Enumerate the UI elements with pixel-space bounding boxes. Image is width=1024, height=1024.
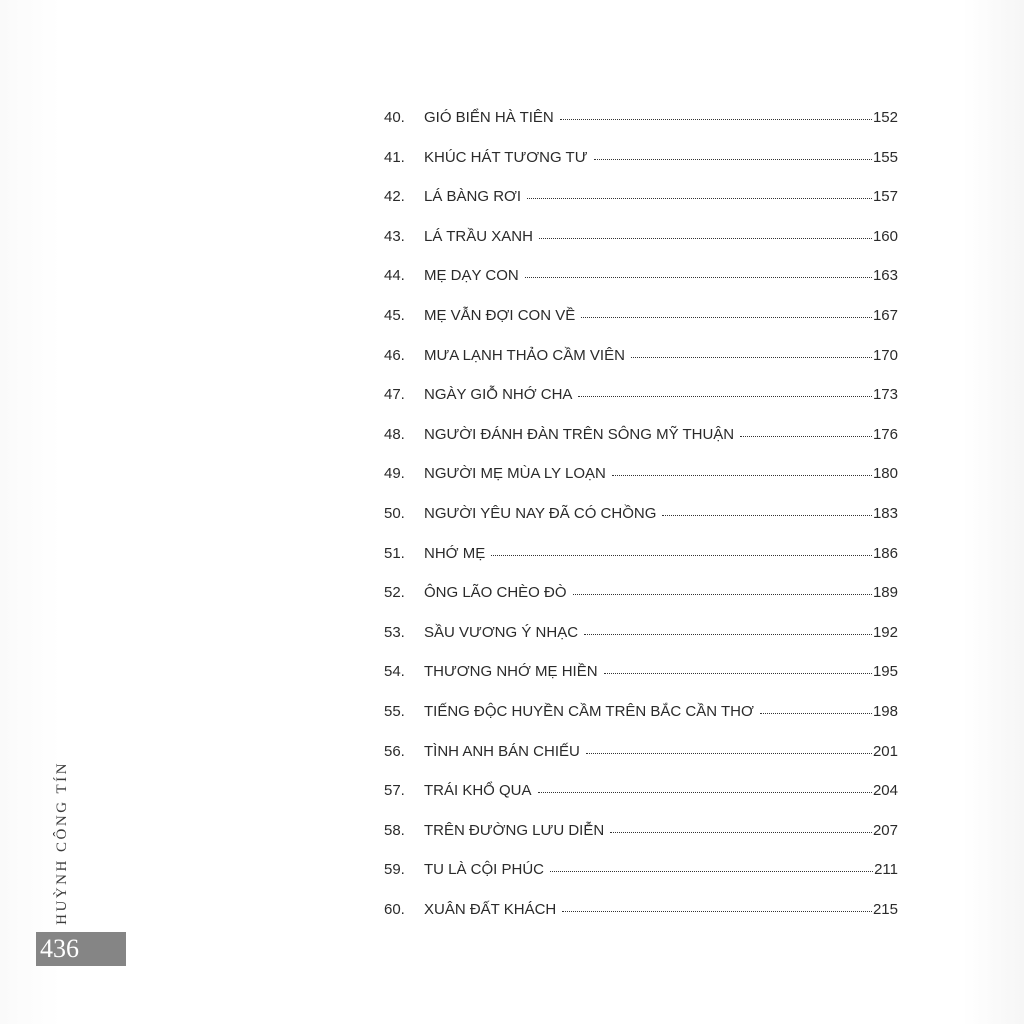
entry-title: THƯƠNG NHỚ MẸ HIỀN: [424, 663, 598, 681]
entry-page-number: 167: [872, 306, 898, 324]
entry-title: MƯA LẠNH THẢO CẦM VIÊN: [424, 346, 625, 364]
entry-number: 41.: [384, 148, 405, 166]
entry-title: NHỚ MẸ: [424, 544, 486, 562]
entry-number: 40.: [384, 109, 405, 126]
dot-leader: [491, 555, 872, 556]
entry-title: LÁ TRẦU XANH: [424, 227, 533, 245]
entry-title: ÔNG LÃO CHÈO ĐÒ: [424, 584, 567, 602]
entry-title: MẸ VẪN ĐỢI CON VỀ: [424, 306, 576, 324]
toc-entry: [384, 624, 898, 664]
toc-entry: [384, 149, 898, 189]
entry-page-number: 157: [872, 188, 898, 206]
dot-leader: [581, 317, 872, 318]
entry-number: 57.: [384, 782, 405, 800]
entry-number: 50.: [384, 504, 405, 522]
entry-page-number: 215: [872, 900, 898, 918]
toc-entry: [384, 188, 898, 228]
entry-page-number: 170: [872, 346, 898, 364]
entry-number: 52.: [384, 584, 405, 602]
entry-number: 55.: [384, 702, 405, 720]
entry-page-number: 180: [872, 465, 898, 483]
dot-leader: [562, 911, 872, 912]
toc-entry: [384, 465, 898, 505]
entry-number: 47.: [384, 386, 405, 404]
entry-title: LÁ BÀNG RƠI: [424, 188, 522, 206]
entry-title: NGƯỜI YÊU NAY ĐÃ CÓ CHỒNG: [424, 504, 657, 522]
entry-page-number: 152: [872, 109, 898, 126]
entry-number: 42.: [384, 188, 405, 206]
dot-leader: [662, 515, 872, 516]
author-running-head: [50, 745, 74, 925]
entry-page-number: 163: [872, 267, 898, 285]
entry-number: 44.: [384, 267, 405, 285]
toc-entry: [384, 109, 898, 149]
toc-entry: [384, 386, 898, 426]
entry-title: TRÊN ĐƯỜNG LƯU DIỄN: [424, 821, 605, 839]
entry-page-number: 204: [872, 782, 898, 800]
entry-number: 56.: [384, 742, 405, 760]
page-number-badge: [36, 932, 126, 966]
entry-number: 59.: [384, 861, 405, 879]
toc-entry: [384, 743, 898, 783]
entry-number: 54.: [384, 663, 405, 681]
entry-number: 45.: [384, 306, 405, 324]
dot-leader: [538, 792, 872, 793]
entry-number: 48.: [384, 425, 405, 443]
entry-page-number: 195: [872, 663, 898, 681]
entry-number: 49.: [384, 465, 405, 483]
entry-page-number: 160: [872, 227, 898, 245]
dot-leader: [586, 753, 872, 754]
entry-title: TIẾNG ĐỘC HUYỀN CẦM TRÊN BẮC CẦN THƠ: [424, 702, 754, 720]
entry-title: NGƯỜI ĐÁNH ĐÀN TRÊN SÔNG MỸ THUẬN: [424, 425, 735, 443]
toc-entry: [384, 545, 898, 585]
entry-page-number: 183: [872, 504, 898, 522]
page-number: 436: [40, 934, 79, 963]
entry-page-number: 207: [872, 821, 898, 839]
entry-number: 46.: [384, 346, 405, 364]
dot-leader: [760, 713, 872, 714]
entry-title: TÌNH ANH BÁN CHIẾU: [424, 742, 580, 760]
dot-leader: [610, 832, 872, 833]
entry-page-number: 173: [872, 386, 898, 404]
entry-title: MẸ DẠY CON: [424, 267, 519, 285]
entry-page-number: 192: [872, 623, 898, 641]
dot-leader: [604, 673, 872, 674]
entry-title: KHÚC HÁT TƯƠNG TƯ: [424, 148, 588, 166]
entry-page-number: 198: [872, 702, 898, 720]
author-name: HUỲNH CÔNG TÍN: [53, 761, 70, 925]
entry-page-number: 186: [872, 544, 898, 562]
toc-entry: [384, 663, 898, 703]
toc-entry: [384, 901, 898, 941]
toc-entry: [384, 782, 898, 822]
entry-page-number: 211: [874, 861, 898, 879]
toc-entry: [384, 228, 898, 268]
toc-entry: [384, 347, 898, 387]
dot-leader: [527, 198, 872, 199]
entry-number: 58.: [384, 821, 405, 839]
entry-number: 51.: [384, 544, 405, 562]
entry-title: SẦU VƯƠNG Ý NHẠC: [424, 623, 579, 641]
toc-entry: [384, 703, 898, 743]
dot-leader: [525, 277, 872, 278]
entry-page-number: 176: [872, 425, 898, 443]
entry-page-number: 189: [872, 584, 898, 602]
dot-leader: [573, 594, 872, 595]
toc-entry: [384, 584, 898, 624]
entry-page-number: 201: [872, 742, 898, 760]
dot-leader: [740, 436, 872, 437]
entry-title: GIÓ BIỂN HÀ TIÊN: [424, 109, 554, 126]
toc-entry: [384, 822, 898, 862]
dot-leader: [612, 475, 872, 476]
entry-title: NGƯỜI MẸ MÙA LY LOẠN: [424, 465, 606, 483]
entry-page-number: 155: [872, 148, 898, 166]
toc-entry: [384, 505, 898, 545]
entry-title: NGÀY GIỖ NHỚ CHA: [424, 386, 573, 404]
entry-number: 53.: [384, 623, 405, 641]
toc-entry: [384, 426, 898, 466]
toc-entry: [384, 861, 898, 901]
toc-entry: [384, 307, 898, 347]
table-of-contents: [384, 109, 898, 940]
dot-leader: [594, 159, 872, 160]
entry-title: TU LÀ CỘI PHÚC: [424, 861, 545, 879]
entry-title: TRÁI KHỔ QUA: [424, 782, 532, 800]
entry-title: XUÂN ĐẤT KHÁCH: [424, 900, 557, 918]
entry-number: 60.: [384, 900, 405, 918]
toc-entry: [384, 267, 898, 307]
dot-leader: [578, 396, 872, 397]
dot-leader: [539, 238, 872, 239]
dot-leader: [550, 871, 873, 872]
dot-leader: [631, 357, 872, 358]
dot-leader: [584, 634, 872, 635]
dot-leader: [560, 119, 872, 120]
entry-number: 43.: [384, 227, 405, 245]
